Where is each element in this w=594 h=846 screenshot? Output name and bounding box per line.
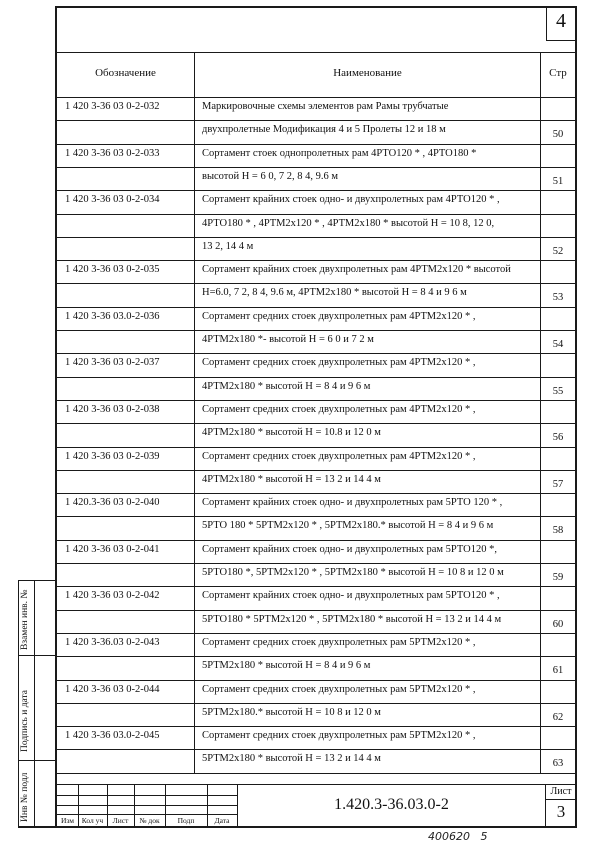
row-name: Маркировочные схемы элементов рам Рамы трубчатые: [202, 101, 449, 112]
tb-col-label-sheet: Лист: [112, 816, 129, 825]
row-page: 50: [552, 129, 564, 141]
row-rule: [57, 423, 576, 424]
row-designation: 1 420 3-36 03.0-2-036: [65, 310, 160, 322]
row-rule: [57, 237, 576, 238]
row-name: 4РТО180 * , 4РТМ2х120 * , 4РТМ2х180 * высотой Н = 10 8, 12 0,: [202, 217, 495, 229]
row-rule: [57, 726, 576, 727]
row-rule: [57, 470, 576, 471]
stamp-col: [34, 580, 35, 828]
stamp-replaced-inv: Взамен инв. №: [20, 589, 30, 650]
row-designation: 1 420 3-36 03 0-2-037: [65, 357, 160, 369]
table-top-rule: [57, 52, 576, 53]
row-designation: 1 420 3-36 03 0-2-042: [65, 590, 160, 602]
corner-box-bottom: [546, 40, 576, 41]
row-rule: [57, 703, 576, 704]
stamp-signature-date: Подпись и дата: [20, 689, 30, 752]
row-name: Сортамент средних стоек двухпролетных рам 4РТМ2х120 * ,: [202, 403, 476, 415]
row-rule: [57, 377, 576, 378]
tb-row-2: [57, 805, 237, 806]
corner-page-number: 4: [556, 10, 566, 32]
row-name: 4РТМ2х180 *- высотой Н = 6 0 и 7 2 м: [202, 334, 374, 345]
row-name: 5РТО 180 * 5РТМ2х120 * , 5РТМ2х180.* высотой Н = 8 4 и 9 6 м: [202, 520, 494, 532]
row-rule: [57, 773, 576, 774]
row-rule: [57, 656, 576, 657]
row-name: Сортамент крайних стоек одно- и двухпролетных рам 5РТО 120 * ,: [202, 497, 503, 509]
row-name: Сортамент средних стоек двухпролетных рам 5РТМ2х120 * ,: [202, 683, 476, 695]
row-designation: 1 420 3-36 03 0-2-034: [65, 194, 160, 206]
row-name: Сортамент крайних стоек одно- и двухпролетных рам 5РТО120 * ,: [202, 590, 500, 602]
row-designation: 1 420 3-36 03 0-2-041: [65, 543, 160, 555]
tb-col-label-doc: № док: [139, 816, 160, 825]
tb-col-label-count: Кол уч: [81, 816, 104, 825]
frame-left: [55, 6, 57, 828]
row-page: 56: [552, 432, 564, 444]
stamp-inv-original: Инв № подл: [20, 772, 30, 822]
row-name: Сортамент крайних стоек двухпролетных рам 4РТМ2х120 * высотой: [202, 264, 511, 276]
row-rule: [57, 540, 576, 541]
row-name: Сортамент средних стоек двухпролетных рам 4РТМ2х120 * ,: [202, 357, 476, 369]
row-name: высотой Н = 6 0, 7 2, 8 4, 9.6 м: [202, 170, 339, 182]
row-name: Сортамент средних стоек двухпролетных рам 4РТМ2х120 * ,: [202, 450, 476, 462]
row-rule: [57, 749, 576, 750]
row-rule: [57, 260, 576, 261]
tb-row-3: [57, 814, 237, 815]
row-rule: [57, 563, 576, 564]
row-page: 61: [552, 665, 564, 677]
row-name: Сортамент средних стоек двухпролетных рам 4РТМ2х120 * ,: [202, 310, 476, 322]
row-designation: 1 420 3-36 03 0-2-038: [65, 403, 160, 415]
row-rule: [57, 516, 576, 517]
row-name: 4РТМ2х180 * высотой Н = 13 2 и 14 4 м: [202, 473, 381, 485]
tb-col-label-change: Изм: [60, 816, 75, 825]
row-name: Сортамент средних стоек двухпролетных рам 5РТМ2х120 * ,: [202, 636, 476, 648]
row-rule: [57, 190, 576, 191]
row-page: 58: [552, 525, 564, 537]
handwritten-footer: 400620 5: [428, 830, 488, 843]
row-rule: [57, 167, 576, 168]
row-designation: 1 420 3-36 03 0-2-035: [65, 264, 160, 276]
row-rule: [57, 144, 576, 145]
row-designation: 1 420 3-36 03 0-2-044: [65, 683, 160, 695]
row-rule: [57, 680, 576, 681]
row-page: 60: [552, 618, 564, 630]
tb-row-1: [57, 795, 237, 796]
row-designation: 1 420 3-36.03 0-2-043: [65, 636, 160, 648]
row-designation: 1 420 3-36 03 0-2-033: [65, 147, 160, 159]
header-designation: Обозначение: [95, 67, 156, 79]
sheet-label: Лист: [550, 786, 572, 797]
row-rule: [57, 307, 576, 308]
row-rule: [57, 353, 576, 354]
frame-top: [55, 6, 577, 8]
tb-col-label-sign: Подп: [177, 816, 195, 825]
row-page: 51: [552, 175, 564, 187]
row-designation: 1 420 3-36 03 0-2-039: [65, 450, 160, 462]
stamp-div-2: [18, 760, 56, 761]
row-name: Сортамент крайних стоек одно- и двухпролетных рам 5РТО120 *,: [202, 543, 497, 555]
row-rule: [57, 633, 576, 634]
row-rule: [57, 586, 576, 587]
row-designation: 1 420 3-36 03 0-2-032: [65, 101, 160, 112]
stamp-div-1: [18, 655, 56, 656]
header-name: Наименование: [333, 67, 402, 79]
row-rule: [57, 283, 576, 284]
row-page: 55: [552, 385, 564, 397]
row-rule: [57, 493, 576, 494]
row-page: 63: [552, 758, 564, 770]
row-name: 4РТМ2х180 * высотой Н = 10.8 и 12 0 м: [202, 427, 381, 439]
row-name: 5РТМ2х180 * высотой Н = 8 4 и 9 6 м: [202, 660, 371, 672]
row-rule: [57, 120, 576, 121]
row-name: 5РТМ2х180 * высотой Н = 13 2 и 14 4 м: [202, 753, 381, 765]
row-page: 62: [552, 711, 564, 723]
tb-sheet-split: [545, 799, 576, 800]
row-page: 54: [552, 339, 564, 350]
document-code: 1.420.3-36.03.0-2: [334, 796, 449, 813]
corner-box-left: [546, 8, 547, 40]
row-page: 53: [552, 292, 564, 304]
row-rule: [57, 447, 576, 448]
sheet-number: 3: [556, 802, 566, 821]
tb-col-label-date: Дата: [214, 816, 230, 825]
row-rule: [57, 214, 576, 215]
row-name: Н=6.0, 7 2, 8 4, 9.6 м, 4РТМ2х180 * высотой Н = 8 4 и 9 6 м: [202, 287, 467, 299]
frame-bottom: [18, 826, 577, 828]
row-name: Сортамент крайних стоек одно- и двухпролетных рам 4РТО120 * ,: [202, 194, 500, 206]
row-name: 5РТО180 *, 5РТМ2х120 * , 5РТМ2х180 * высотой Н = 10 8 и 12 0 м: [202, 567, 504, 578]
header-bottom-rule: [57, 97, 576, 98]
row-rule: [57, 400, 576, 401]
row-page: 59: [552, 572, 564, 583]
col-divider-designation: [194, 52, 195, 773]
row-page: 57: [552, 478, 564, 490]
row-name: Сортамент стоек однопролетных рам 4РТО120 * , 4РТО180 *: [202, 147, 477, 159]
row-designation: 1 420 3-36 03.0-2-045: [65, 730, 160, 742]
row-page: 52: [552, 245, 564, 257]
header-page: Стр: [549, 67, 567, 79]
row-rule: [57, 330, 576, 331]
row-designation: 1 420.3-36 03 0-2-040: [65, 497, 160, 509]
stamp-left: [18, 580, 19, 828]
stamp-top: [18, 580, 56, 581]
row-name: 13 2, 14 4 м: [202, 240, 254, 252]
row-name: 5РТМ2х180.* высотой Н = 10 8 и 12 0 м: [202, 706, 381, 718]
row-name: 4РТМ2х180 * высотой Н = 8 4 и 9 6 м: [202, 380, 371, 392]
row-name: 5РТО180 * 5РТМ2х120 * , 5РТМ2х180 * высотой Н = 13 2 и 14 4 м: [202, 613, 502, 625]
row-rule: [57, 610, 576, 611]
row-name: Сортамент средних стоек двухпролетных рам 5РТМ2х120 * ,: [202, 730, 476, 742]
row-name: двухпролетные Модификация 4 и 5 Пролеты 12 и 18 м: [202, 124, 446, 136]
